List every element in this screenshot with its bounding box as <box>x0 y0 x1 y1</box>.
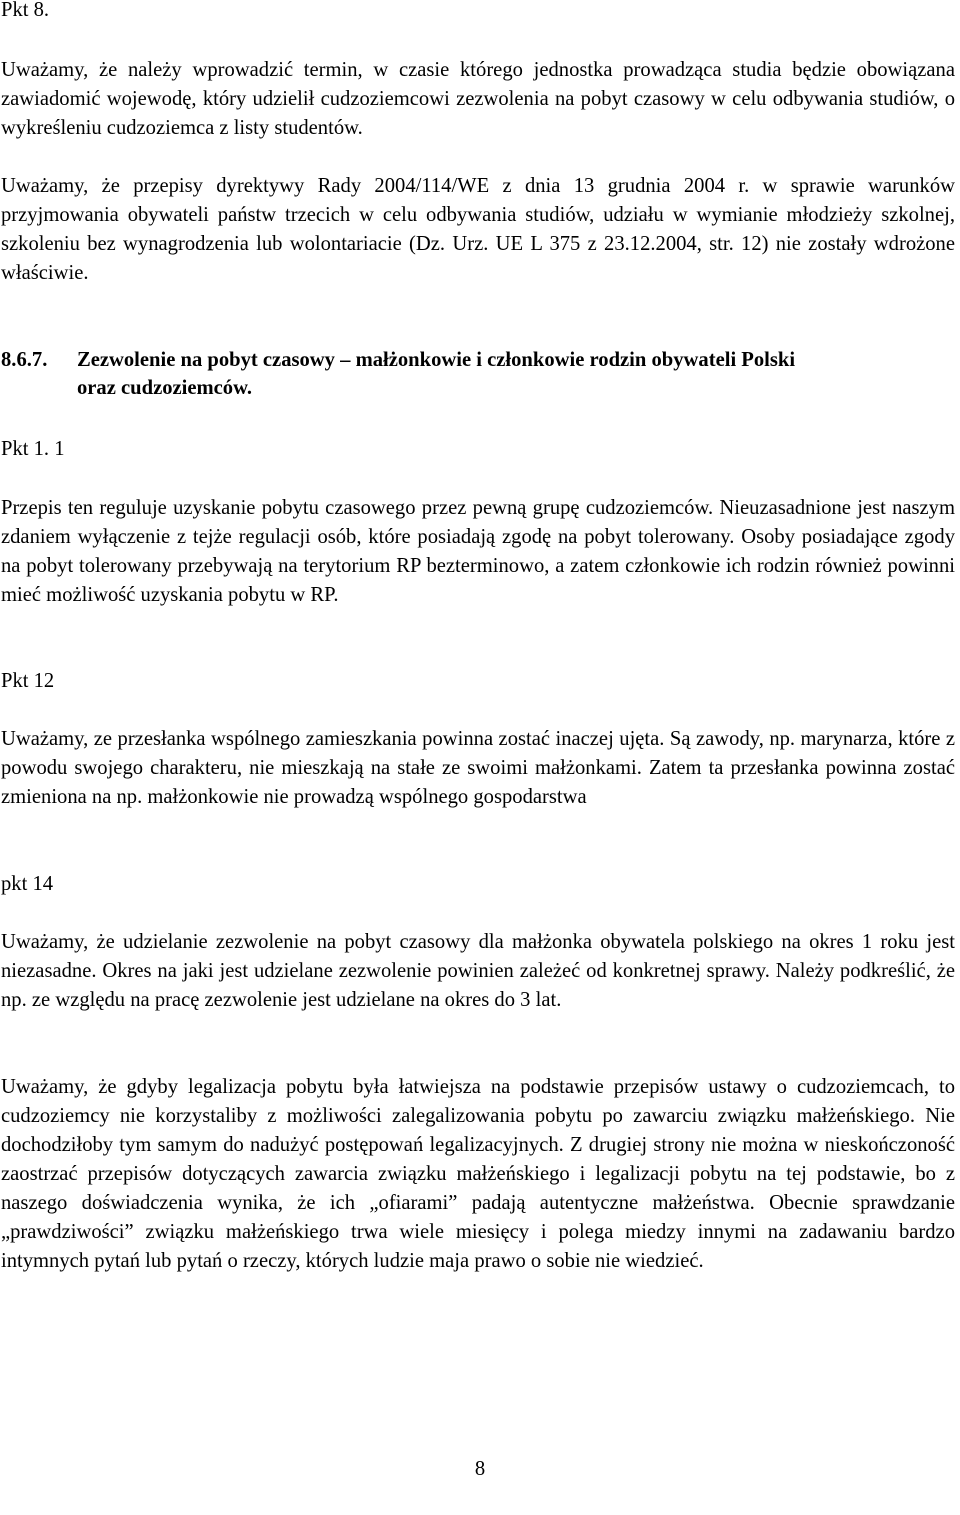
pkt8-label: Pkt 8. <box>1 0 50 21</box>
paragraph-5: Uważamy, że udzielanie zezwolenie na pobyt czasowy dla małżonka obywatela polskiego na okres 1 roku jest niezasadne. Okres na jaki jest udzielane zezwolenie powinien zależeć od konkretnej sprawy. Należy podkreślić, że np. ze względu na pracę zezwolenie jest udzielane na okres do 3 lat. <box>1 931 955 1011</box>
paragraph-6: Uważamy, że gdyby legalizacja pobytu była łatwiejsza na podstawie przepisów ustawy o cudzoziemcach, to cudzoziemcy nie korzystaliby z możliwości zalegalizowania pobytu po zawarciu związku małżeńskiego. Nie dochodziłoby tym samym do nadużyć postępowań legalizacyjnych. Z drugiej strony nie można w nieskończoność zaostrzać przepisów dotyczących zawarcia związku małżeńskiego i legalizacji pobytu na tej podstawie, bo z naszego doświadczenia wynika, że ich „ofiarami” padają autentyczne małżeństwa. Obecnie sprawdzanie „prawdziwości” związku małżeńskiego trwa wiele miesięcy i polega miedzy innymi na zadawaniu bardzo intymnych pytań lub pytań o rzeczy, których ludzie maja prawo o sobie nie wiedzieć. <box>1 1076 955 1272</box>
section-number: 8.6.7. <box>1 349 48 371</box>
pkt1-label: Pkt 1. 1 <box>1 438 65 460</box>
paragraph-1: Uważamy, że należy wprowadzić termin, w czasie którego jednostka prowadząca studia będzie obowiązana zawiadomić wojewodę, który udzielił cudzoziemcowi zezwolenia na pobyt czasowy w celu odbywania studiów, o wykreśleniu cudzoziemca z listy studentów. <box>1 59 955 139</box>
paragraph-2: Uważamy, że przepisy dyrektywy Rady 2004/114/WE z dnia 13 grudnia 2004 r. w sprawie warunków przyjmowania obywateli państw trzecich w celu odbywania studiów, udziału w wymianie młodzieży szkolnej, szkoleniu bez wynagrodzenia lub wolontariacie (Dz. Urz. UE L 375 z 23.12.2004, str. 12) nie zostały wdrożone właściwie. <box>1 175 955 284</box>
section-title-line1: Zezwolenie na pobyt czasowy – małżonkowie i członkowie rodzin obywateli Polski <box>77 349 796 371</box>
paragraph-3: Przepis ten reguluje uzyskanie pobytu czasowego przez pewną grupę cudzoziemców. Nieuzasadnione jest naszym zdaniem wyłączenie z tejże regulacji osób, które posiadają zgodę na pobyt tolerowany. Osoby posiadające zgody na pobyt tolerowany przebywają na terytorium RP bezterminowo, a zatem członkowie ich rodzin również powinni mieć możliwość uzyskania pobytu w RP. <box>1 497 955 606</box>
paragraph-4: Uważamy, ze przesłanka wspólnego zamieszkania powinna zostać inaczej ujęta. Są zawody, np. marynarza, które z powodu swojego charakteru, nie mieszkają na stałe ze swoimi małżonkami. Zatem ta przesłanka powinna zostać zmieniona na np. małżonkowie nie prowadzą wspólnego gospodarstwa <box>1 728 955 808</box>
page-number: 8 <box>474 1458 486 1480</box>
section-heading <box>1 346 955 402</box>
pkt12-label: Pkt 12 <box>1 670 55 692</box>
section-title-line2: oraz cudzoziemców. <box>77 377 252 399</box>
pkt14-label: pkt 14 <box>1 873 54 895</box>
